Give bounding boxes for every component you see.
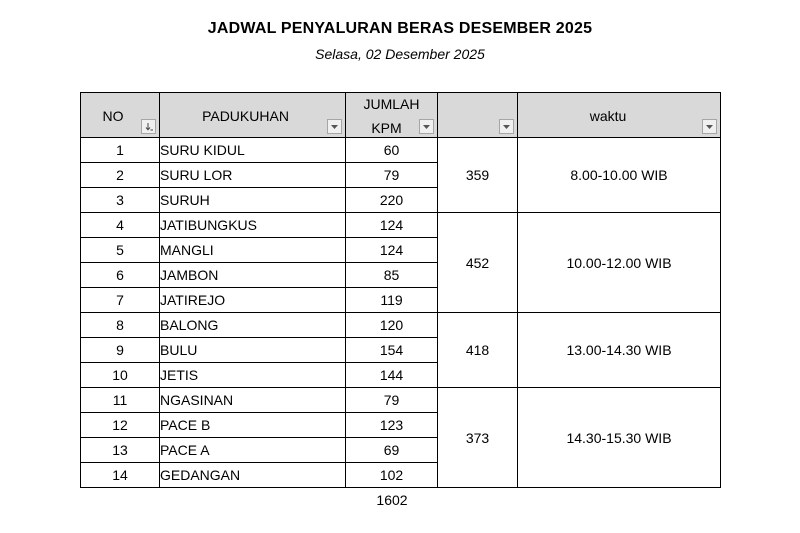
group-time: 8.00-10.00 WIB [518,138,721,213]
column-header-no-label: NO [102,108,124,124]
row-number: 2 [81,163,160,188]
column-header-waktu [518,93,721,138]
kpm-count: 119 [346,288,438,313]
kpm-count: 69 [346,438,438,463]
table-row [81,313,721,338]
row-number: 10 [81,363,160,388]
column-header-waktu-label: waktu [589,108,627,124]
padukuhan-name: PACE B [160,413,346,438]
row-number: 9 [81,338,160,363]
grand-total: 1602 [376,492,408,508]
row-number: 5 [81,238,160,263]
kpm-count: 124 [346,213,438,238]
header-row [81,93,721,138]
padukuhan-name: GEDANGAN [160,463,346,488]
padukuhan-name: PACE A [160,438,346,463]
row-number: 6 [81,263,160,288]
padukuhan-name: SURU LOR [160,163,346,188]
padukuhan-name: MANGLI [160,238,346,263]
padukuhan-name: JATIREJO [160,288,346,313]
kpm-count: 60 [346,138,438,163]
kpm-count: 220 [346,188,438,213]
column-header-padukuhan [160,93,346,138]
kpm-count: 120 [346,313,438,338]
group-total: 418 [438,313,518,388]
column-header-padukuhan-label: PADUKUHAN [202,108,289,124]
kpm-count: 123 [346,413,438,438]
kpm-count: 85 [346,263,438,288]
padukuhan-name: SURUH [160,188,346,213]
row-number: 12 [81,413,160,438]
table-row [81,138,721,163]
row-number: 7 [81,288,160,313]
row-number: 4 [81,213,160,238]
group-time: 14.30-15.30 WIB [518,388,721,488]
table-row [81,213,721,238]
kpm-count: 144 [346,363,438,388]
group-total: 359 [438,138,518,213]
padukuhan-name: JAMBON [160,263,346,288]
document-title: JADWAL PENYALURAN BERAS DESEMBER 2025 [207,20,593,37]
padukuhan-name: NGASINAN [160,388,346,413]
kpm-count: 79 [346,388,438,413]
padukuhan-name: BALONG [160,313,346,338]
table-row [81,388,721,413]
dropdown-arrow-icon[interactable] [702,119,717,134]
distribution-schedule-table [80,92,721,488]
kpm-count: 79 [346,163,438,188]
document-date: Selasa, 02 Desember 2025 [315,46,485,62]
group-total: 373 [438,388,518,488]
kpm-count: 154 [346,338,438,363]
column-header-jumlah-label: JUMLAH [363,96,420,112]
row-number: 3 [81,188,160,213]
padukuhan-name: SURU KIDUL [160,138,346,163]
kpm-count: 102 [346,463,438,488]
kpm-count: 124 [346,238,438,263]
column-header-kpm-label: KPM [371,120,402,136]
dropdown-arrow-icon[interactable] [419,119,434,134]
row-number: 11 [81,388,160,413]
row-number: 14 [81,463,160,488]
group-time: 13.00-14.30 WIB [518,313,721,388]
row-number: 1 [81,138,160,163]
group-time: 10.00-12.00 WIB [518,213,721,313]
row-number: 13 [81,438,160,463]
row-number: 8 [81,313,160,338]
column-header-jumlah-kpm [346,93,438,138]
padukuhan-name: JETIS [160,363,346,388]
padukuhan-name: JATIBUNGKUS [160,213,346,238]
group-total: 452 [438,213,518,313]
padukuhan-name: BULU [160,338,346,363]
